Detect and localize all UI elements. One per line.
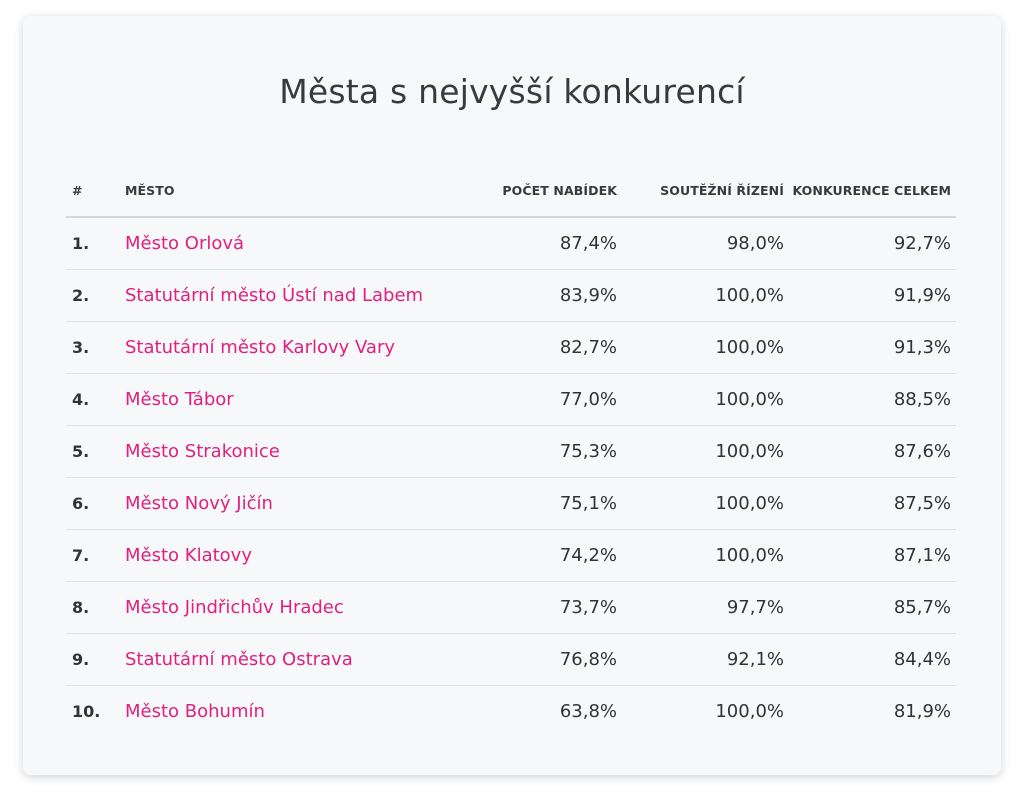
row-competitive-cell [617,530,784,582]
city-link[interactable]: Město Orlová [125,233,245,254]
row-offers: 82,7% [559,337,617,358]
city-link[interactable]: Město Nový Jičín [125,493,273,514]
row-rank: 6. [72,494,90,513]
table-row [66,217,956,270]
row-total: 88,5% [893,389,951,410]
table-row [66,270,956,322]
row-offers-cell [455,634,617,686]
row-competitive: 100,0% [715,337,784,358]
row-city-cell [125,322,455,374]
row-rank-cell [66,217,125,270]
table-row [66,374,956,426]
row-rank: 9. [72,650,90,669]
row-total-cell [784,322,956,374]
row-competitive-cell [617,634,784,686]
row-offers: 74,2% [559,545,617,566]
row-offers: 76,8% [559,649,617,670]
row-offers-cell [455,374,617,426]
row-total-cell [784,217,956,270]
row-city-cell [125,217,455,270]
row-rank: 8. [72,598,90,617]
row-city-cell [125,426,455,478]
row-offers-cell [455,270,617,322]
row-offers-cell [455,530,617,582]
row-competitive: 100,0% [715,389,784,410]
table-row [66,426,956,478]
row-rank: 2. [72,286,90,305]
row-total-cell [784,270,956,322]
row-competitive: 98,0% [726,233,784,254]
table-row [66,582,956,634]
row-total: 91,3% [893,337,951,358]
row-competitive: 100,0% [715,285,784,306]
city-link[interactable]: Město Jindřichův Hradec [125,597,344,618]
row-competitive: 97,7% [726,597,784,618]
city-link[interactable]: Město Strakonice [125,441,280,462]
row-offers-cell [455,478,617,530]
table-row [66,322,956,374]
row-competitive-cell [617,270,784,322]
row-rank-cell [66,478,125,530]
row-rank: 10. [72,702,101,721]
row-competitive-cell [617,686,784,738]
row-total: 87,6% [893,441,951,462]
row-rank: 7. [72,546,90,565]
row-total-cell [784,374,956,426]
city-link[interactable]: Město Tábor [125,389,234,410]
row-city-cell [125,270,455,322]
row-competitive: 100,0% [715,493,784,514]
row-city-cell [125,634,455,686]
row-competitive: 100,0% [715,545,784,566]
table-header-row [66,164,956,217]
row-offers: 73,7% [559,597,617,618]
row-rank-cell [66,322,125,374]
row-total-cell [784,478,956,530]
page-title: Města s nejvyšší konkurencí [279,72,745,111]
city-link[interactable]: Město Klatovy [125,545,252,566]
row-total-cell [784,426,956,478]
ranking-table [66,164,956,737]
row-offers: 83,9% [559,285,617,306]
city-link[interactable]: Statutární město Karlovy Vary [125,337,396,358]
row-total: 91,9% [893,285,951,306]
row-total: 81,9% [893,701,951,722]
row-city-cell [125,478,455,530]
row-total: 87,1% [893,545,951,566]
row-offers-cell [455,686,617,738]
row-offers-cell [455,582,617,634]
ranking-card [23,16,1001,775]
row-offers: 75,3% [559,441,617,462]
row-rank-cell [66,582,125,634]
row-rank-cell [66,270,125,322]
row-rank-cell [66,426,125,478]
row-competitive: 100,0% [715,441,784,462]
row-rank: 5. [72,442,90,461]
row-rank: 4. [72,390,90,409]
row-rank: 1. [72,234,90,253]
row-offers: 75,1% [559,493,617,514]
header-rank[interactable]: # [66,164,125,217]
row-offers-cell [455,217,617,270]
row-total: 92,7% [893,233,951,254]
row-competitive-cell [617,322,784,374]
row-city-cell [125,686,455,738]
row-total-cell [784,686,956,738]
row-total-cell [784,530,956,582]
table-row [66,686,956,738]
row-offers-cell [455,322,617,374]
row-offers-cell [455,426,617,478]
header-offers[interactable]: POČET NABÍDEK [455,164,617,217]
table-row [66,478,956,530]
row-offers: 77,0% [559,389,617,410]
row-rank-cell [66,374,125,426]
row-total: 85,7% [893,597,951,618]
row-competitive-cell [617,582,784,634]
table-row [66,634,956,686]
row-total: 84,4% [893,649,951,670]
row-competitive-cell [617,478,784,530]
header-competitive[interactable]: SOUTĚŽNÍ ŘÍZENÍ [617,164,784,217]
row-total-cell [784,634,956,686]
row-offers: 63,8% [559,701,617,722]
row-rank-cell [66,530,125,582]
header-city[interactable]: MĚSTO [125,164,455,217]
row-city-cell [125,374,455,426]
header-total[interactable]: KONKURENCE CELKEM [784,164,956,217]
city-link[interactable]: Statutární město Ostrava [125,649,353,670]
row-competitive-cell [617,426,784,478]
city-link[interactable]: Město Bohumín [125,701,265,722]
row-rank: 3. [72,338,90,357]
row-competitive: 92,1% [726,649,784,670]
row-competitive-cell [617,374,784,426]
table-row [66,530,956,582]
row-city-cell [125,530,455,582]
row-competitive: 100,0% [715,701,784,722]
row-total: 87,5% [893,493,951,514]
row-competitive-cell [617,217,784,270]
row-rank-cell [66,686,125,738]
row-offers: 87,4% [559,233,617,254]
city-link[interactable]: Statutární město Ústí nad Labem [125,285,424,306]
row-rank-cell [66,634,125,686]
row-city-cell [125,582,455,634]
row-total-cell [784,582,956,634]
